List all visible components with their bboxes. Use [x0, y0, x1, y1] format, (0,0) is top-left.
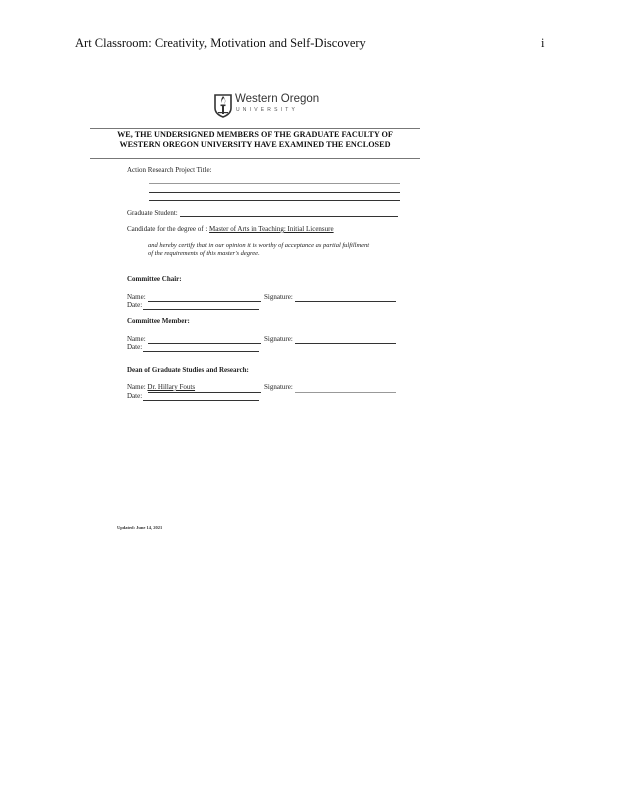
project-title-line-3[interactable] [149, 200, 400, 201]
header-bottom-rule [90, 158, 420, 159]
dean-date-line[interactable] [143, 400, 259, 401]
dean-name-value: Dr. Hillary Fouts [147, 383, 196, 391]
dean-name-label: Name: [127, 383, 146, 391]
chair-signature-label: Signature: [264, 293, 293, 301]
dean-signature-label: Signature: [264, 383, 293, 391]
member-signature-line[interactable] [295, 343, 396, 344]
header-line-2: WESTERN OREGON UNIVERSITY HAVE EXAMINED THE ENCLOSED [119, 140, 391, 149]
chair-name-line[interactable] [148, 301, 261, 302]
updated-date: Updated: June 14, 2021 [117, 525, 163, 530]
chair-name-label: Name: [127, 293, 146, 301]
graduate-student-label: Graduate Student: [127, 209, 178, 217]
dean-name-row [127, 383, 195, 391]
member-name-line[interactable] [148, 343, 261, 344]
certify-line-2: of the requirements of this master's degree. [148, 250, 260, 257]
dean-date-label: Date: [127, 392, 143, 400]
chair-signature-line[interactable] [295, 301, 396, 302]
header-line-1: WE, THE UNDERSIGNED MEMBERS OF THE GRADUATE FACULTY OF [117, 130, 393, 139]
project-title-line-1[interactable] [149, 183, 400, 184]
running-head-title: Art Classroom: Creativity, Motivation and Self-Discovery [75, 36, 366, 50]
header-text [90, 130, 420, 150]
project-title-line-2[interactable] [149, 192, 400, 193]
candidate-degree-row [127, 225, 334, 233]
dean-signature-line[interactable] [295, 392, 396, 393]
graduate-student-line[interactable] [180, 216, 398, 217]
degree-value: Master of Arts in Teaching: Initial Licensure [209, 225, 334, 233]
member-name-label: Name: [127, 335, 146, 343]
torch-shield-icon [214, 92, 232, 118]
header-top-rule [90, 128, 420, 129]
dean-heading: Dean of Graduate Studies and Research: [127, 366, 249, 374]
project-title-label: Action Research Project Title: [127, 166, 212, 174]
dean-name-line[interactable] [148, 392, 261, 393]
member-signature-label: Signature: [264, 335, 293, 343]
logo-name: Western Oregon [235, 93, 320, 105]
chair-date-label: Date: [127, 301, 143, 309]
member-date-label: Date: [127, 343, 143, 351]
page-number: i [541, 36, 545, 50]
candidate-label: Candidate for the degree of : [127, 225, 208, 233]
committee-chair-heading: Committee Chair: [127, 275, 182, 283]
chair-date-line[interactable] [143, 309, 259, 310]
logo-subtitle: UNIVERSITY [236, 107, 299, 113]
committee-member-heading: Committee Member: [127, 317, 190, 325]
certification-statement [148, 242, 369, 258]
certify-line-1: and hereby certify that in our opinion it is worthy of acceptance as partial fulfillment [148, 242, 370, 249]
member-date-line[interactable] [143, 351, 259, 352]
